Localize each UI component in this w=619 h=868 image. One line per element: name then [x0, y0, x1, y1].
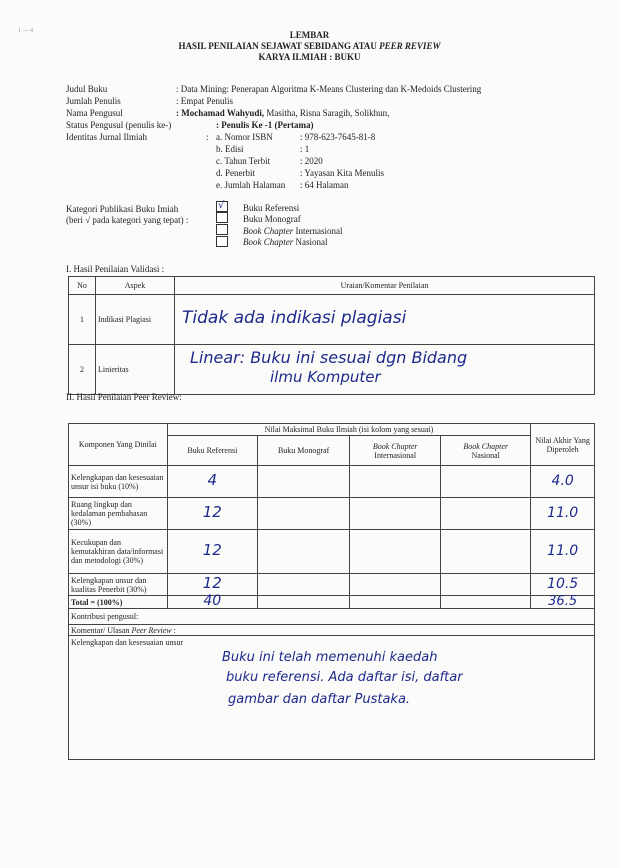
mono-cell[interactable] [257, 574, 349, 596]
field-edisi-label: b. Edisi [216, 144, 244, 154]
komponen-cell: Kelengkapan dan kesesuaian unsur isi buku (10%) [69, 466, 168, 498]
option-bc-int-italic: Book Chapter [243, 226, 294, 236]
total-label: Total = (100%) [69, 596, 168, 609]
total-akhir-cell[interactable] [531, 596, 595, 609]
col-uraian: Uraian/Komentar Penilaian [175, 277, 595, 295]
bci-cell[interactable] [350, 596, 441, 609]
kategori-hint: (beri √ pada kategori yang tepat) : [66, 215, 189, 225]
field-penerbit-label: d. Penerbit [216, 168, 255, 178]
header-line2 [0, 41, 619, 51]
komponen-cell: Ruang lingkup dan kedalaman pembahasan (30%) [69, 498, 168, 530]
komentar-prefix: Komentar/ Ulasan [71, 625, 132, 635]
jumlah-label: Jumlah Penulis [66, 96, 121, 106]
mono-cell[interactable] [257, 596, 349, 609]
status-value: : Penulis Ke -1 (Pertama) [216, 120, 314, 130]
mono-cell[interactable] [257, 498, 349, 530]
komponen-cell: Kecukupan dan kemutakhiran data/informasi dan metodologi (30%) [69, 530, 168, 574]
row-no: 1 [69, 295, 96, 345]
total-row [69, 596, 595, 609]
option-bc-nas-italic: Book Chapter [243, 237, 294, 247]
mono-cell[interactable] [257, 466, 349, 498]
handwritten-comment-2b: ilmu Komputer [270, 368, 381, 386]
field-tahun-label: c. Tahun Terbit [216, 156, 271, 166]
header-nilai: Nilai Maksimal Buku Ilmiah (isi kolom yang sesuai) [167, 424, 531, 436]
option-buku-monograf: Buku Monograf [243, 214, 301, 224]
field-halaman-value: : 64 Halaman [300, 180, 349, 190]
bcn-italic: Book Chapter [463, 441, 509, 451]
option-bc-nas-rest: Nasional [293, 237, 328, 247]
ref-value: 4 [207, 471, 218, 489]
ref-value: 12 [202, 541, 222, 559]
bcn-cell[interactable] [441, 574, 531, 596]
ref-cell[interactable] [167, 466, 257, 498]
row-aspek: Indikasi Plagiasi [96, 295, 175, 345]
header-akhir: Nilai Akhir Yang Diperoleh [531, 424, 595, 466]
bcn-rest: Nasional [471, 450, 500, 460]
check-mark-icon: √ [218, 200, 225, 211]
header-line2-prefix: HASIL PENILAIAN SEJAWAT SEBIDANG ATAU [178, 41, 380, 51]
table-row [69, 498, 595, 530]
total-akhir-value: 36.5 [548, 594, 578, 609]
total-ref-value: 40 [203, 593, 222, 609]
handwritten-review-line2: buku referensi. Ada daftar isi, daftar [226, 670, 463, 685]
table-row [69, 574, 595, 596]
field-halaman-label: e. Jumlah Halaman [216, 180, 286, 190]
corner-mark: 1 — 4 [18, 28, 33, 34]
checkbox-bc-internasional[interactable] [216, 224, 228, 235]
col-no: No [69, 277, 96, 295]
table-row [69, 530, 595, 574]
bci-cell[interactable] [350, 498, 441, 530]
bci-italic: Book Chapter [372, 441, 418, 451]
checkbox-buku-referensi[interactable] [216, 201, 228, 212]
row-no: 2 [69, 345, 96, 395]
header-line2-italic: PEER REVIEW [379, 41, 441, 51]
col-aspek: Aspek [96, 277, 175, 295]
jumlah-value: : Empat Penulis [176, 96, 233, 106]
bci-rest: Internasional [374, 450, 417, 460]
mono-cell[interactable] [257, 530, 349, 574]
handwritten-review-line3: gambar dan daftar Pustaka. [228, 692, 411, 707]
bcn-cell[interactable] [441, 596, 531, 609]
option-bc-internasional [243, 226, 342, 236]
option-bc-int-rest: Internasional [293, 226, 343, 236]
akhir-value: 11.0 [547, 542, 579, 559]
status-label: Status Pengusul (penulis ke-) [66, 120, 172, 130]
kategori-label: Kategori Publikasi Buku Imiah [66, 204, 179, 214]
handwritten-review-line1: Buku ini telah memenuhi kaedah [222, 650, 438, 665]
peer-review-table [68, 423, 595, 760]
section1-title: I. Hasil Penilaian Validasi : [66, 264, 165, 274]
bci-cell[interactable] [350, 466, 441, 498]
nama-first: : Mochamad Wahyudi, [176, 108, 265, 118]
akhir-cell[interactable] [531, 466, 595, 498]
bci-cell[interactable] [350, 530, 441, 574]
komentar-header [69, 625, 595, 636]
identitas-label: Identitas Jurnal Ilmiah [66, 132, 147, 142]
option-buku-referensi: Buku Referensi [243, 203, 300, 213]
option-bc-nasional [243, 237, 328, 247]
bcn-cell[interactable] [441, 530, 531, 574]
field-penerbit-value: : Yayasan Kita Menulis [300, 168, 384, 178]
ref-cell[interactable] [167, 498, 257, 530]
total-ref-cell[interactable] [167, 593, 257, 609]
kontribusi-row[interactable]: Kontribusi pengusul: [69, 609, 595, 625]
akhir-value: 4.0 [551, 472, 574, 489]
handwritten-comment-1: Tidak ada indikasi plagiasi [182, 308, 407, 328]
akhir-cell[interactable] [531, 498, 595, 530]
komentar-suffix: : [171, 625, 176, 635]
nama-value [176, 108, 389, 118]
nama-label: Nama Pengusul [66, 108, 123, 118]
section2-title: II. Hasil Penilaian Peer Review: [66, 392, 182, 402]
field-tahun-value: : 2020 [300, 156, 323, 166]
akhir-value: 10.5 [547, 575, 579, 592]
handwritten-comment-2a: Linear: Buku ini sesuai dgn Bidang [190, 348, 468, 367]
akhir-value: 11.0 [547, 504, 579, 521]
field-edisi-value: : 1 [300, 144, 310, 154]
bci-cell[interactable] [350, 574, 441, 596]
komponen-cell: Kelengkapan unsur dan kualitas Penerbit (30%) [69, 574, 168, 596]
header-bc-nasional [441, 436, 531, 466]
header-komponen: Komponen Yang Dinilai [69, 424, 168, 466]
checkbox-buku-monograf[interactable] [216, 212, 228, 223]
header-bc-internasional [350, 436, 441, 466]
akhir-cell[interactable] [531, 574, 595, 596]
nama-rest: Masitha, Risna Saragih, Solikhun, [264, 108, 390, 118]
judul-value: : Data Mining: Penerapan Algoritma K-Means Clustering dan K-Medoids Clustering [176, 84, 482, 94]
header-line3: KARYA ILMIAH : BUKU [258, 52, 361, 62]
bcn-cell[interactable] [441, 466, 531, 498]
checkbox-bc-nasional[interactable] [216, 236, 228, 247]
ref-value: 12 [202, 503, 222, 521]
header-buku-monograf: Buku Monograf [257, 436, 349, 466]
header-line1: LEMBAR [289, 30, 330, 40]
komentar-italic: Peer Review [131, 625, 172, 635]
judul-label: Judul Buku [66, 84, 108, 94]
field-isbn-value: : 978-623-7645-81-8 [300, 132, 376, 142]
ref-cell[interactable] [167, 530, 257, 574]
akhir-cell[interactable] [531, 530, 595, 574]
identitas-colon: : [206, 132, 209, 142]
row-aspek: Linieritas [96, 345, 175, 395]
bcn-cell[interactable] [441, 498, 531, 530]
field-isbn-label: a. Nomor ISBN [216, 132, 273, 142]
ref-value: 12 [202, 574, 222, 592]
header-buku-referensi: Buku Referensi [167, 436, 257, 466]
komentar-row-label: Kelengkapan dan kesesuaian unsur [71, 638, 184, 647]
table-row [69, 466, 595, 498]
